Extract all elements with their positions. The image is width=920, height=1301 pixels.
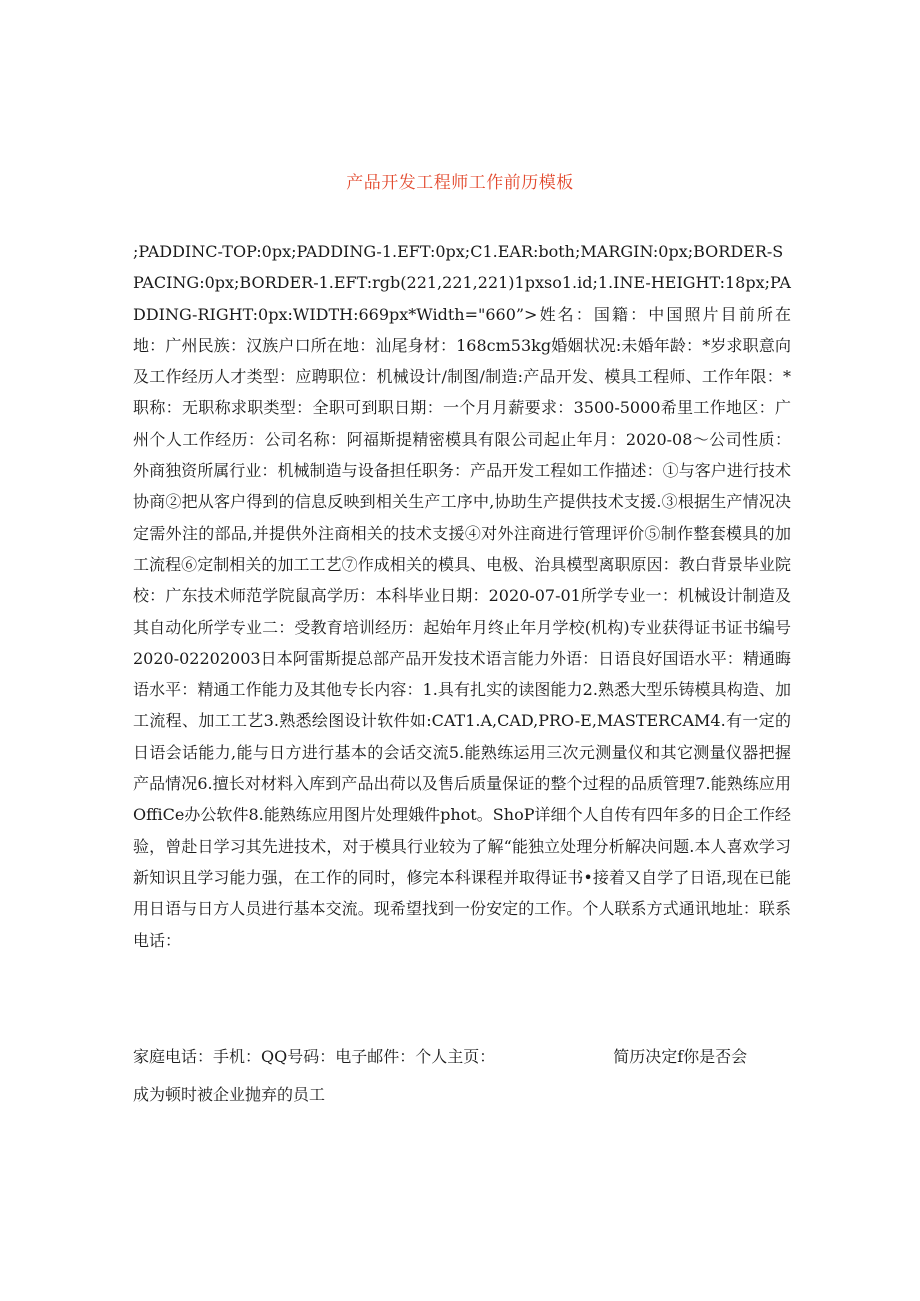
document-body: ;PADDINC-TOP:0px;PADDING-1.EFT:0px;C1.EAR:both;MARGIN:0px;BORDER-SPACING:0px;BORDER-1.EFT:rgb(221,221,221)1pxso1.id;1.INE-HEIGHT:18px;PADDING-RIGHT:0px:WIDTH:669px*Width="660”>姓名：国籍：中国照片目前所在地：广州民族：汉族户口所在地：汕尾身材：168cm53kg婚姻状况:未婚年龄：*岁求职意向及工作经历人才类型：应聘职位：机械设计/制图/制造:产品开发、模具工程师、工作年限：*职称：无职称求职类型：全职可到职日期：一个月月薪要求：3500-5000希里工作地区：广州个人工作经历：公司名称：阿福斯提精密模具有限公司起止年月：2020-08～公司性质：外商独资所属行业：机械制造与设备担任职务：产品开发工程如工作描述：①与客户进行技术协商②把从客户得到的信息反映到相关生产工序中,协助生产提供技术支援.③根据生产情况决定需外注的部品,并提供外注商相关的技术支援④对外注商进行管理评价⑤制作整套模具的加工流程⑥定制相关的加工工艺⑦作成相关的模具、电极、治具模型离职原因：教白背景毕业院校：广东技术师范学院鼠高学历：本科毕业日期：2020-07-01所学专业一：机械设计制造及其自动化所学专业二：受教育培训经历：起始年月终止年月学校(机构)专业获得证书证书编号2020-02202003日本阿雷斯提总部产品开发技术语言能力外语：日语良好国语水平：精通晦语水平：精通工作能力及其他专长内容：1.具有扎实的读图能力2.熟悉大型乐铸模具构造、加工流程、加工工艺3.熟悉绘图设计软件如:CAT1.A,CAD,PRO-E,MASTERCAM4.有一定的日语会话能力,能与日方进行基本的会话交流5.能熟练运用三次元测量仪和其它测量仪器把握产品情况6.擅长对材料入库到产品出荷以及售后质量保证的整个过程的品质管理7.能熟练应用OffiCe办公软件8.能熟练应用图片处理娥件phot。ShoP详细个人自传有四年多的日企工作经验，曾赴日学习其先进技术，对于模具行业较为了解“能独立处理分析解决问题.本人喜欢学习新知识且学习能力强，在工作的同时，修完本科课程并取得证书•接着又自学了日语,现在已能用日语与日方人员进行基本交流。现希望找到一份安定的工作。个人联系方式通讯地址：联系电话： — [133, 242, 791, 950]
contact-fields: 家庭电话：手机：QQ号码：电子邮件：个人主页： — [133, 1047, 496, 1066]
document-title: 产品开发工程师工作前历模板 — [346, 173, 574, 193]
contact-tail: 简历决定f你是否会 — [613, 1047, 748, 1066]
final-line: 成为顿时被企业抛弃的员工 — [133, 1085, 326, 1104]
contact-line — [133, 1045, 791, 1069]
